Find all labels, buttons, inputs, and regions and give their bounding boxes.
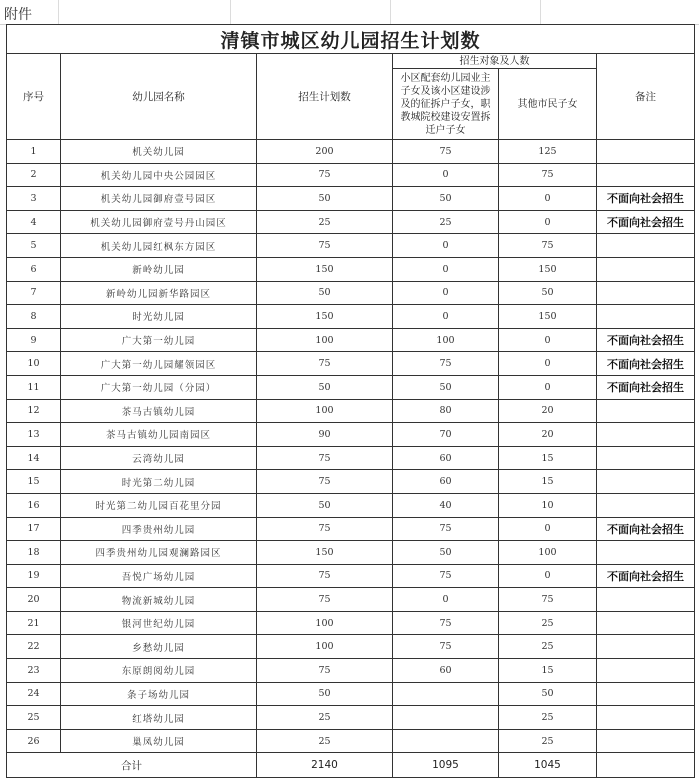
header-plan: 招生计划数 bbox=[257, 54, 393, 140]
total-note bbox=[597, 753, 695, 778]
row-community: 75 bbox=[393, 517, 499, 541]
table-row bbox=[7, 729, 695, 753]
table-row bbox=[7, 281, 695, 305]
row-other: 25 bbox=[499, 729, 597, 753]
row-plan: 100 bbox=[257, 399, 393, 423]
row-community: 50 bbox=[393, 375, 499, 399]
table-row bbox=[7, 564, 695, 588]
row-name: 银河世纪幼儿园 bbox=[61, 611, 257, 635]
table-body bbox=[7, 140, 695, 753]
row-community: 0 bbox=[393, 281, 499, 305]
row-seq: 18 bbox=[7, 541, 61, 565]
row-plan: 50 bbox=[257, 682, 393, 706]
row-name: 茶马古镇幼儿园 bbox=[61, 399, 257, 423]
row-community: 60 bbox=[393, 446, 499, 470]
row-community: 75 bbox=[393, 611, 499, 635]
row-community: 60 bbox=[393, 470, 499, 494]
table-row bbox=[7, 493, 695, 517]
row-other: 15 bbox=[499, 659, 597, 683]
row-name: 新岭幼儿园 bbox=[61, 257, 257, 281]
header-sub-other: 其他市民子女 bbox=[499, 69, 597, 140]
row-name: 四季贵州幼儿园 bbox=[61, 517, 257, 541]
row-other: 0 bbox=[499, 187, 597, 211]
row-note bbox=[597, 541, 695, 565]
row-community bbox=[393, 682, 499, 706]
row-community bbox=[393, 729, 499, 753]
row-name: 机关幼儿园御府壹号园区 bbox=[61, 187, 257, 211]
row-seq: 7 bbox=[7, 281, 61, 305]
row-name: 时光第二幼儿园 bbox=[61, 470, 257, 494]
table-row bbox=[7, 446, 695, 470]
row-seq: 5 bbox=[7, 234, 61, 258]
row-plan: 100 bbox=[257, 328, 393, 352]
table-row bbox=[7, 635, 695, 659]
row-other: 50 bbox=[499, 281, 597, 305]
row-seq: 12 bbox=[7, 399, 61, 423]
row-seq: 6 bbox=[7, 257, 61, 281]
enrollment-table bbox=[6, 24, 695, 778]
row-name: 茶马古镇幼儿园南园区 bbox=[61, 423, 257, 447]
row-community: 75 bbox=[393, 352, 499, 376]
total-other: 1045 bbox=[499, 753, 597, 778]
row-plan: 150 bbox=[257, 257, 393, 281]
row-name: 物流新城幼儿园 bbox=[61, 588, 257, 612]
row-community: 50 bbox=[393, 541, 499, 565]
table-row bbox=[7, 706, 695, 730]
row-note: 不面向社会招生 bbox=[597, 187, 695, 211]
row-other: 0 bbox=[499, 210, 597, 234]
table-row bbox=[7, 140, 695, 164]
row-plan: 75 bbox=[257, 517, 393, 541]
row-seq: 10 bbox=[7, 352, 61, 376]
row-name: 新岭幼儿园新华路园区 bbox=[61, 281, 257, 305]
row-seq: 8 bbox=[7, 305, 61, 329]
row-note: 不面向社会招生 bbox=[597, 352, 695, 376]
table-row bbox=[7, 375, 695, 399]
row-note bbox=[597, 446, 695, 470]
row-other: 50 bbox=[499, 682, 597, 706]
row-plan: 200 bbox=[257, 140, 393, 164]
row-plan: 50 bbox=[257, 281, 393, 305]
row-other: 75 bbox=[499, 588, 597, 612]
row-plan: 90 bbox=[257, 423, 393, 447]
row-other: 150 bbox=[499, 305, 597, 329]
row-plan: 75 bbox=[257, 446, 393, 470]
row-note bbox=[597, 611, 695, 635]
row-seq: 15 bbox=[7, 470, 61, 494]
row-community bbox=[393, 706, 499, 730]
table-row bbox=[7, 588, 695, 612]
row-other: 75 bbox=[499, 163, 597, 187]
row-note bbox=[597, 234, 695, 258]
table-row bbox=[7, 399, 695, 423]
table-row bbox=[7, 328, 695, 352]
row-community: 0 bbox=[393, 234, 499, 258]
row-seq: 14 bbox=[7, 446, 61, 470]
row-plan: 75 bbox=[257, 352, 393, 376]
row-note: 不面向社会招生 bbox=[597, 210, 695, 234]
row-seq: 2 bbox=[7, 163, 61, 187]
total-row bbox=[7, 753, 695, 778]
row-note bbox=[597, 635, 695, 659]
row-note bbox=[597, 470, 695, 494]
row-community: 0 bbox=[393, 588, 499, 612]
row-seq: 24 bbox=[7, 682, 61, 706]
row-seq: 20 bbox=[7, 588, 61, 612]
row-seq: 11 bbox=[7, 375, 61, 399]
total-plan: 2140 bbox=[257, 753, 393, 778]
header-group: 招生对象及人数 bbox=[393, 54, 597, 69]
row-community: 25 bbox=[393, 210, 499, 234]
table-row bbox=[7, 470, 695, 494]
row-community: 50 bbox=[393, 187, 499, 211]
row-name: 机关幼儿园中央公园园区 bbox=[61, 163, 257, 187]
table-row bbox=[7, 163, 695, 187]
table-row bbox=[7, 257, 695, 281]
table-row bbox=[7, 611, 695, 635]
page-title: 清镇市城区幼儿园招生计划数 bbox=[7, 25, 695, 54]
row-plan: 25 bbox=[257, 729, 393, 753]
row-plan: 75 bbox=[257, 234, 393, 258]
row-other: 0 bbox=[499, 564, 597, 588]
row-plan: 75 bbox=[257, 588, 393, 612]
table-row bbox=[7, 305, 695, 329]
row-name: 广大第一幼儿园 bbox=[61, 328, 257, 352]
row-seq: 4 bbox=[7, 210, 61, 234]
row-note: 不面向社会招生 bbox=[597, 328, 695, 352]
row-name: 时光幼儿园 bbox=[61, 305, 257, 329]
row-plan: 50 bbox=[257, 375, 393, 399]
row-name: 东原朗阅幼儿园 bbox=[61, 659, 257, 683]
row-seq: 9 bbox=[7, 328, 61, 352]
row-note bbox=[597, 257, 695, 281]
row-other: 150 bbox=[499, 257, 597, 281]
row-name: 广大第一幼儿园耀领园区 bbox=[61, 352, 257, 376]
row-other: 20 bbox=[499, 399, 597, 423]
row-seq: 13 bbox=[7, 423, 61, 447]
row-name: 机关幼儿园 bbox=[61, 140, 257, 164]
row-seq: 1 bbox=[7, 140, 61, 164]
row-community: 75 bbox=[393, 635, 499, 659]
row-other: 0 bbox=[499, 517, 597, 541]
row-community: 0 bbox=[393, 163, 499, 187]
row-seq: 17 bbox=[7, 517, 61, 541]
row-plan: 100 bbox=[257, 635, 393, 659]
row-other: 25 bbox=[499, 611, 597, 635]
row-plan: 75 bbox=[257, 163, 393, 187]
row-other: 75 bbox=[499, 234, 597, 258]
row-plan: 25 bbox=[257, 706, 393, 730]
row-note bbox=[597, 140, 695, 164]
table-row bbox=[7, 352, 695, 376]
row-note bbox=[597, 706, 695, 730]
attachment-label: 附件 bbox=[4, 7, 32, 23]
row-note bbox=[597, 399, 695, 423]
table-row bbox=[7, 659, 695, 683]
row-name: 巢凤幼儿园 bbox=[61, 729, 257, 753]
row-note: 不面向社会招生 bbox=[597, 564, 695, 588]
row-note bbox=[597, 305, 695, 329]
row-community: 70 bbox=[393, 423, 499, 447]
row-other: 100 bbox=[499, 541, 597, 565]
header-note: 备注 bbox=[597, 54, 695, 140]
row-other: 25 bbox=[499, 706, 597, 730]
table-row bbox=[7, 210, 695, 234]
table-row bbox=[7, 187, 695, 211]
row-other: 25 bbox=[499, 635, 597, 659]
row-community: 60 bbox=[393, 659, 499, 683]
row-seq: 26 bbox=[7, 729, 61, 753]
row-plan: 50 bbox=[257, 187, 393, 211]
total-label: 合计 bbox=[7, 753, 257, 778]
row-other: 20 bbox=[499, 423, 597, 447]
table-row bbox=[7, 541, 695, 565]
row-seq: 19 bbox=[7, 564, 61, 588]
header-seq: 序号 bbox=[7, 54, 61, 140]
row-note bbox=[597, 682, 695, 706]
row-note bbox=[597, 423, 695, 447]
row-note bbox=[597, 163, 695, 187]
table-row bbox=[7, 682, 695, 706]
row-community: 0 bbox=[393, 305, 499, 329]
row-other: 15 bbox=[499, 446, 597, 470]
table-row bbox=[7, 423, 695, 447]
row-name: 四季贵州幼儿园观澜路园区 bbox=[61, 541, 257, 565]
row-seq: 23 bbox=[7, 659, 61, 683]
row-name: 条子场幼儿园 bbox=[61, 682, 257, 706]
row-seq: 22 bbox=[7, 635, 61, 659]
row-community: 40 bbox=[393, 493, 499, 517]
row-seq: 21 bbox=[7, 611, 61, 635]
row-name: 红塔幼儿园 bbox=[61, 706, 257, 730]
row-community: 100 bbox=[393, 328, 499, 352]
row-name: 机关幼儿园御府壹号丹山园区 bbox=[61, 210, 257, 234]
row-other: 0 bbox=[499, 375, 597, 399]
table-row bbox=[7, 517, 695, 541]
row-plan: 50 bbox=[257, 493, 393, 517]
row-note bbox=[597, 588, 695, 612]
spreadsheet-header-strip bbox=[0, 0, 699, 25]
header-name: 幼儿园名称 bbox=[61, 54, 257, 140]
row-plan: 100 bbox=[257, 611, 393, 635]
row-name: 云湾幼儿园 bbox=[61, 446, 257, 470]
row-other: 125 bbox=[499, 140, 597, 164]
row-name: 时光第二幼儿园百花里分园 bbox=[61, 493, 257, 517]
row-name: 广大第一幼儿园（分园） bbox=[61, 375, 257, 399]
row-plan: 75 bbox=[257, 659, 393, 683]
row-community: 80 bbox=[393, 399, 499, 423]
row-community: 75 bbox=[393, 564, 499, 588]
table-row bbox=[7, 234, 695, 258]
row-plan: 150 bbox=[257, 541, 393, 565]
row-other: 10 bbox=[499, 493, 597, 517]
row-other: 0 bbox=[499, 352, 597, 376]
row-name: 乡愁幼儿园 bbox=[61, 635, 257, 659]
row-seq: 16 bbox=[7, 493, 61, 517]
total-community: 1095 bbox=[393, 753, 499, 778]
row-community: 0 bbox=[393, 257, 499, 281]
row-other: 15 bbox=[499, 470, 597, 494]
row-seq: 3 bbox=[7, 187, 61, 211]
row-note bbox=[597, 493, 695, 517]
row-name: 机关幼儿园红枫东方园区 bbox=[61, 234, 257, 258]
row-note bbox=[597, 729, 695, 753]
row-plan: 75 bbox=[257, 470, 393, 494]
row-note: 不面向社会招生 bbox=[597, 375, 695, 399]
row-plan: 150 bbox=[257, 305, 393, 329]
row-name: 吾悦广场幼儿园 bbox=[61, 564, 257, 588]
row-plan: 75 bbox=[257, 564, 393, 588]
row-note: 不面向社会招生 bbox=[597, 517, 695, 541]
row-community: 75 bbox=[393, 140, 499, 164]
row-other: 0 bbox=[499, 328, 597, 352]
row-plan: 25 bbox=[257, 210, 393, 234]
row-note bbox=[597, 659, 695, 683]
row-note bbox=[597, 281, 695, 305]
header-sub-community: 小区配套幼儿园业主子女及该小区建设涉及的征拆户子女，职教城院校建设安置拆迁户子女 bbox=[393, 69, 499, 140]
row-seq: 25 bbox=[7, 706, 61, 730]
